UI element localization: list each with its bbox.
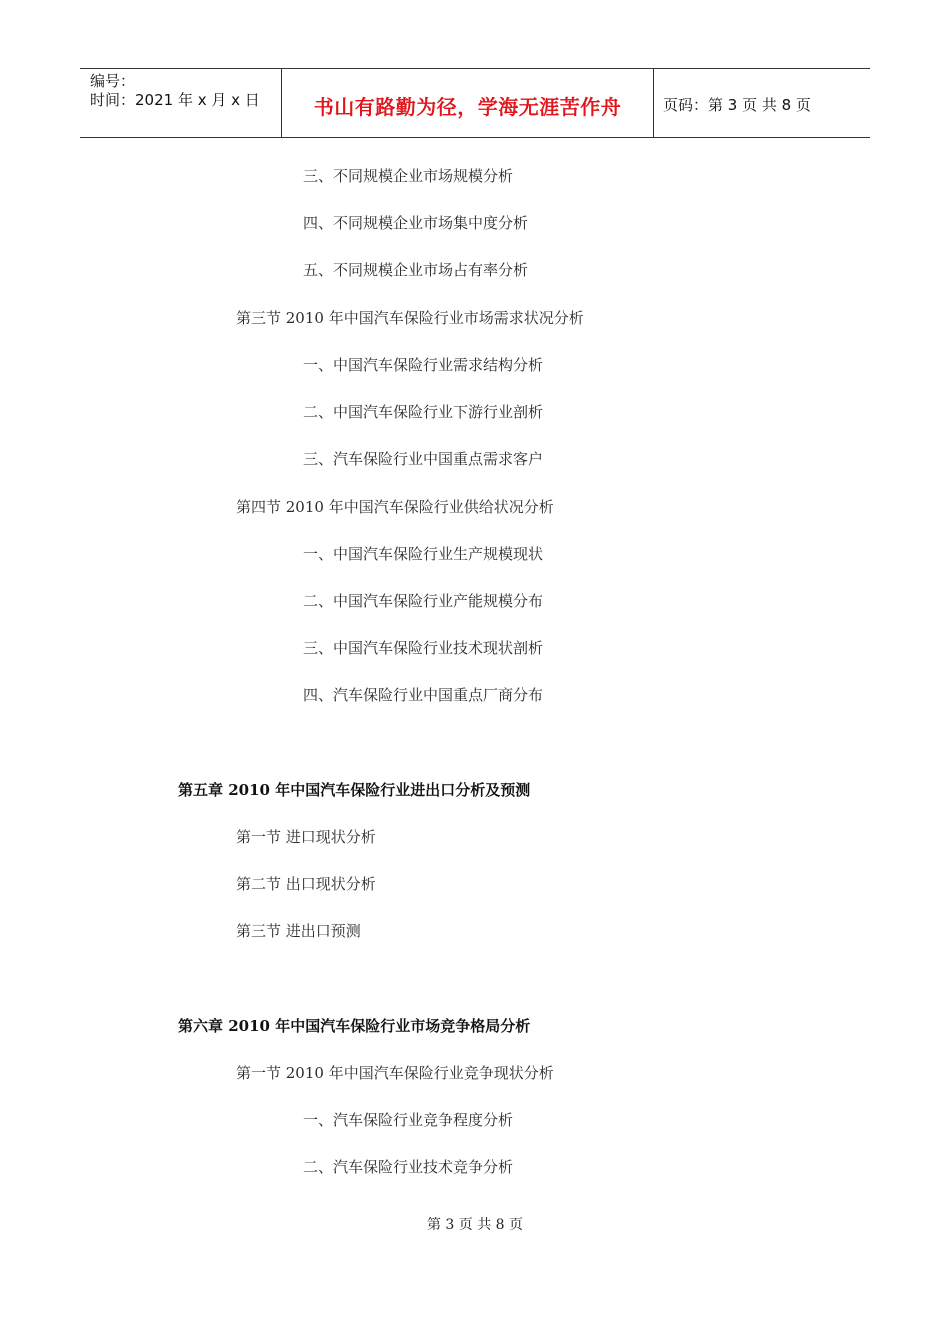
- toc-section: 第一节 进口现状分析: [236, 828, 376, 846]
- toc-item: 四、汽车保险行业中国重点厂商分布: [303, 686, 544, 704]
- page-footer: 第 3 页 共 8 页: [426, 1217, 524, 1233]
- toc-section: 第一节 2010 年中国汽车保险行业竞争现状分析: [236, 1064, 554, 1082]
- toc-item: 一、中国汽车保险行业需求结构分析: [303, 356, 544, 374]
- header-meta-cell: [80, 69, 282, 137]
- header-page-number: 页码：第 3 页 共 8 页: [663, 96, 811, 114]
- toc-item: 四、不同规模企业市场集中度分析: [303, 214, 529, 232]
- toc-item: 二、汽车保险行业技术竞争分析: [303, 1158, 514, 1176]
- toc-section: 第二节 出口现状分析: [236, 875, 376, 893]
- toc-item: 五、不同规模企业市场占有率分析: [303, 261, 529, 279]
- toc-item: 一、中国汽车保险行业生产规模现状: [303, 545, 544, 563]
- header-motto: 书山有路勤为径，学海无涯苦作舟: [313, 95, 622, 119]
- document-date: 时间：2021 年 x 月 x 日: [90, 91, 260, 109]
- toc-item: 三、中国汽车保险行业技术现状剖析: [303, 639, 544, 657]
- toc-item: 三、汽车保险行业中国重点需求客户: [303, 450, 544, 468]
- toc-chapter: 第六章 2010 年中国汽车保险行业市场竞争格局分析: [178, 1017, 531, 1035]
- toc-chapter: 第五章 2010 年中国汽车保险行业进出口分析及预测: [178, 781, 531, 799]
- document-number: 编号：: [90, 72, 136, 90]
- toc-section: 第三节 2010 年中国汽车保险行业市场需求状况分析: [236, 309, 584, 327]
- toc-section: 第四节 2010 年中国汽车保险行业供给状况分析: [236, 498, 554, 516]
- toc-item: 二、中国汽车保险行业产能规模分布: [303, 592, 544, 610]
- header-page-cell: [654, 69, 870, 137]
- header-motto-cell: [282, 69, 654, 137]
- toc-item: 三、不同规模企业市场规模分析: [303, 167, 514, 185]
- toc-item: 一、汽车保险行业竞争程度分析: [303, 1111, 514, 1129]
- toc-item: 二、中国汽车保险行业下游行业剖析: [303, 403, 544, 421]
- toc-section: 第三节 进出口预测: [236, 922, 361, 940]
- document-header: [80, 68, 870, 138]
